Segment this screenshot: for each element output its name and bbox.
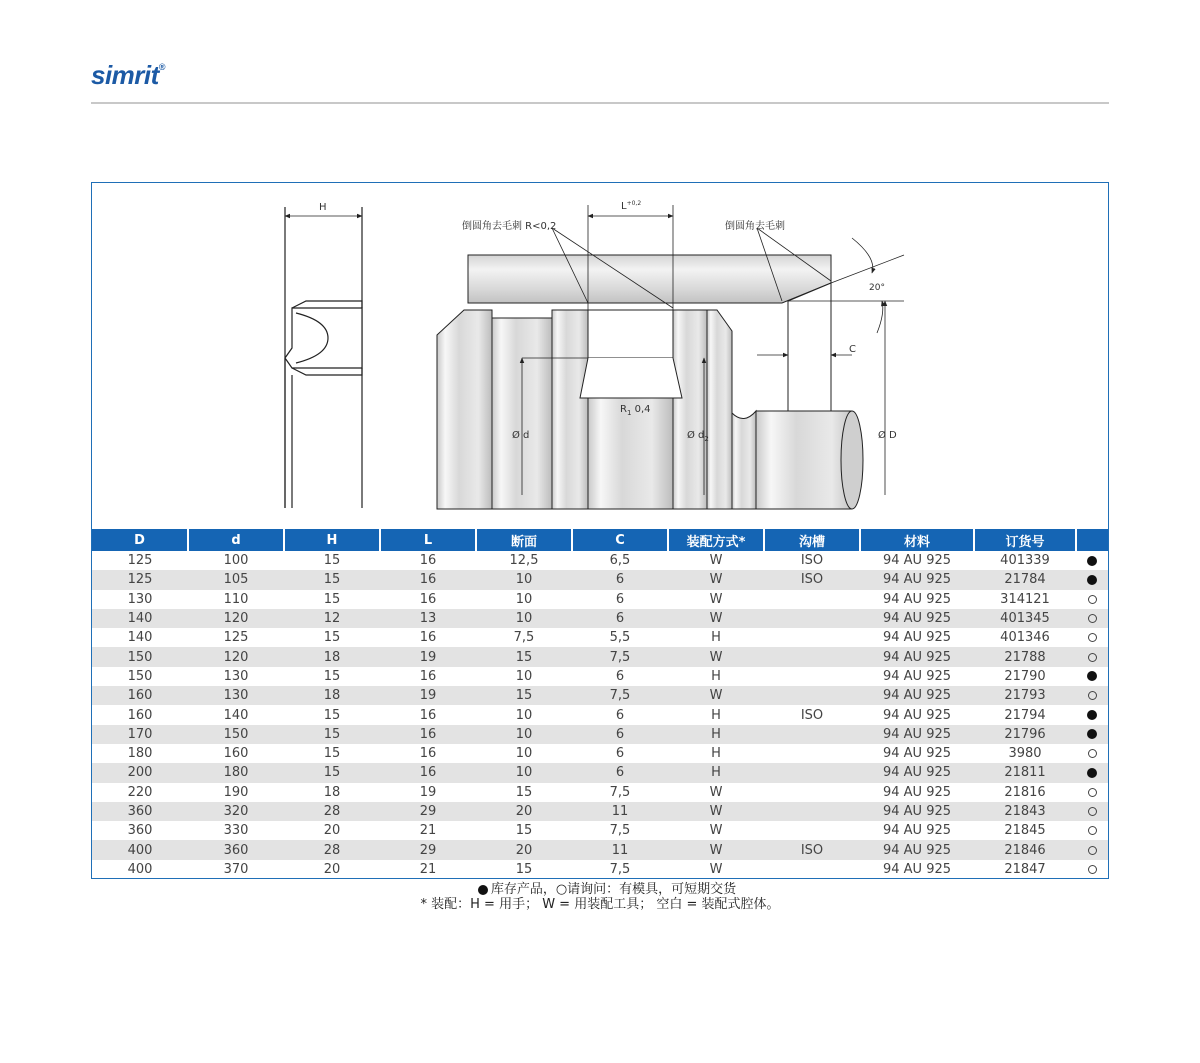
availability-cell	[1076, 763, 1108, 782]
on-request-circle-icon	[1088, 865, 1097, 874]
table-cell: W	[709, 591, 723, 607]
label-r1: $R_1$ 0,4	[620, 404, 651, 417]
table-cell: 11	[572, 840, 668, 859]
label-dia-d2: Ø $d_2$	[687, 430, 709, 443]
column-header: C	[572, 529, 668, 551]
table-cell: 15	[323, 553, 341, 569]
table-cell: 401345	[974, 609, 1076, 628]
table-cell: 15	[323, 707, 341, 723]
legend-notes	[0, 882, 1200, 912]
table-cell	[764, 725, 860, 744]
column-header: 沟槽	[764, 529, 860, 551]
table-cell: 400	[92, 840, 188, 859]
table-cell: 19	[380, 647, 476, 666]
table-row	[92, 783, 1108, 802]
table-cell: 6	[572, 725, 668, 744]
table-cell: 94 AU 925	[882, 746, 952, 762]
table-row	[92, 667, 1108, 686]
table-cell	[764, 744, 860, 763]
on-request-circle-icon	[1088, 826, 1097, 835]
column-header: D	[92, 529, 188, 551]
table-cell: 15	[515, 861, 533, 877]
table-cell: 21793	[974, 686, 1076, 705]
table-cell: 15	[284, 725, 380, 744]
on-request-circle-icon	[1088, 595, 1097, 604]
table-cell: 130	[127, 591, 153, 607]
table-row	[92, 840, 1108, 859]
table-cell: 94 AU 925	[860, 802, 974, 821]
table-cell: 360	[92, 802, 188, 821]
on-request-circle-icon	[1088, 691, 1097, 700]
table-cell: 125	[92, 570, 188, 589]
table-cell: 94 AU 925	[882, 668, 952, 684]
table-cell: 21843	[974, 802, 1076, 821]
table-cell: 360	[188, 840, 284, 859]
table-row	[92, 705, 1108, 724]
table-row	[92, 686, 1108, 705]
on-request-circle-icon	[1088, 749, 1097, 758]
table-cell: 150	[127, 668, 153, 684]
column-header: d	[188, 529, 284, 551]
table-cell: 10	[476, 725, 572, 744]
table-cell: 15	[476, 647, 572, 666]
table-cell: W	[668, 686, 764, 705]
table-cell: 180	[188, 763, 284, 782]
table-cell: 130	[188, 686, 284, 705]
table-cell: 220	[127, 784, 153, 800]
seal-technical-drawing	[92, 183, 1108, 529]
table-cell: 7,5	[609, 823, 631, 839]
table-cell: W	[709, 861, 723, 877]
table-cell: 94 AU 925	[882, 707, 952, 723]
table-cell: W	[668, 609, 764, 628]
table-cell: H	[711, 707, 721, 723]
table-cell: 16	[419, 630, 437, 646]
table-cell: 140	[92, 609, 188, 628]
table-cell: W	[668, 647, 764, 666]
table-cell: 150	[188, 725, 284, 744]
table-cell: 28	[284, 802, 380, 821]
table-cell: 94 AU 925	[860, 840, 974, 859]
table-cell: 330	[223, 823, 249, 839]
table-cell: 6	[615, 668, 625, 684]
table-cell: 10	[515, 591, 533, 607]
table-cell	[764, 628, 860, 647]
label-c: C	[849, 344, 856, 355]
table-cell: 18	[323, 784, 341, 800]
table-cell: 94 AU 925	[860, 686, 974, 705]
table-cell: 20	[323, 823, 341, 839]
table-cell: H	[668, 763, 764, 782]
table-cell: 160	[92, 686, 188, 705]
column-header: 断面	[476, 529, 572, 551]
table-cell: 21788	[974, 647, 1076, 666]
table-cell: 94 AU 925	[860, 763, 974, 782]
table-cell	[764, 802, 860, 821]
table-cell: 18	[284, 647, 380, 666]
table-cell: 7,5	[572, 647, 668, 666]
availability-cell	[1076, 686, 1108, 705]
table-cell: 21796	[974, 725, 1076, 744]
table-cell: 16	[419, 553, 437, 569]
table-cell: H	[711, 630, 721, 646]
table-cell: 18	[284, 686, 380, 705]
availability-cell	[1076, 590, 1108, 609]
table-cell: 6	[572, 609, 668, 628]
availability-cell	[1076, 609, 1108, 628]
label-dia-big-d: Ø D	[878, 430, 897, 441]
in-stock-dot-icon	[1087, 710, 1097, 720]
legend-line-1: 库存产品，○请询问：有模具，可短期交货	[490, 882, 737, 897]
table-cell	[764, 686, 860, 705]
table-cell: W	[668, 840, 764, 859]
simrit-logo: simrit®	[91, 60, 165, 90]
column-header: L	[380, 529, 476, 551]
table-cell: 150	[92, 647, 188, 666]
table-cell: 16	[419, 668, 437, 684]
label-h: H	[319, 202, 327, 213]
table-cell: 21816	[1004, 784, 1046, 800]
availability-cell	[1076, 783, 1108, 802]
table-cell: 16	[419, 746, 437, 762]
table-cell: 6	[572, 570, 668, 589]
table-row	[92, 647, 1108, 666]
table-cell: 5,5	[609, 630, 631, 646]
on-request-circle-icon	[1088, 633, 1097, 642]
table-cell: 16	[380, 570, 476, 589]
table-cell: 3980	[1008, 746, 1042, 762]
table-cell: 10	[476, 763, 572, 782]
product-table	[92, 529, 1108, 879]
table-cell: 13	[380, 609, 476, 628]
table-cell: 11	[572, 802, 668, 821]
table-cell: 15	[323, 591, 341, 607]
table-cell: 100	[223, 553, 249, 569]
availability-cell	[1076, 725, 1108, 744]
column-header	[1076, 529, 1108, 551]
table-cell: 110	[223, 591, 249, 607]
table-cell: 10	[476, 609, 572, 628]
table-cell: 7,5	[609, 784, 631, 800]
table-row	[92, 802, 1108, 821]
table-cell	[764, 763, 860, 782]
table-row	[92, 570, 1108, 589]
table-cell: 180	[127, 746, 153, 762]
table-cell: 170	[92, 725, 188, 744]
table-cell: 130	[223, 668, 249, 684]
table-cell: ISO	[764, 570, 860, 589]
table-cell: 21	[419, 861, 437, 877]
table-cell: 160	[127, 707, 153, 723]
table-cell: 140	[223, 707, 249, 723]
table-cell: 20	[476, 802, 572, 821]
availability-cell	[1076, 551, 1108, 570]
table-cell: 28	[284, 840, 380, 859]
table-cell: 19	[419, 784, 437, 800]
table-cell: 10	[515, 746, 533, 762]
header-divider	[91, 102, 1109, 104]
table-cell	[764, 667, 860, 686]
table-cell: 94 AU 925	[882, 861, 952, 877]
availability-cell	[1076, 840, 1108, 859]
table-row	[92, 821, 1108, 840]
table-cell	[764, 590, 860, 609]
note-right-chamfer: 倒圆角去毛刺	[725, 221, 785, 232]
table-header	[92, 529, 1108, 551]
table-cell: 6	[615, 591, 625, 607]
table-cell: 94 AU 925	[882, 823, 952, 839]
table-cell: 10	[515, 668, 533, 684]
table-cell: 94 AU 925	[860, 725, 974, 744]
table-row	[92, 725, 1108, 744]
table-cell: 29	[380, 802, 476, 821]
table-cell: 20	[323, 861, 341, 877]
table-cell	[764, 609, 860, 628]
table-cell: 21794	[1004, 707, 1046, 723]
on-request-circle-icon	[1088, 807, 1097, 816]
table-row	[92, 551, 1108, 570]
availability-cell	[1076, 667, 1108, 686]
table-cell: 21811	[974, 763, 1076, 782]
table-cell: 7,5	[609, 861, 631, 877]
availability-cell	[1076, 802, 1108, 821]
table-cell: 21845	[1004, 823, 1046, 839]
seal-profile	[285, 207, 362, 508]
table-cell: 21847	[1004, 861, 1046, 877]
table-cell: 94 AU 925	[860, 609, 974, 628]
table-row	[92, 609, 1108, 628]
table-cell: 21846	[974, 840, 1076, 859]
table-row	[92, 628, 1108, 647]
table-cell: 12	[284, 609, 380, 628]
table-cell: 6	[572, 763, 668, 782]
label-dia-d: Ø d	[512, 430, 530, 441]
table-cell: 15	[515, 784, 533, 800]
table-cell: 15	[284, 763, 380, 782]
table-cell: W	[709, 553, 723, 569]
table-cell: H	[711, 746, 721, 762]
table-cell	[764, 821, 860, 840]
table-cell: 314121	[1000, 591, 1050, 607]
note-left-chamfer: 倒圆角去毛刺 R<0,2	[462, 221, 557, 232]
table-cell: 7,5	[572, 686, 668, 705]
table-cell: 15	[323, 746, 341, 762]
table-cell: 105	[188, 570, 284, 589]
table-cell: 7,5	[513, 630, 535, 646]
table-cell: H	[711, 668, 721, 684]
in-stock-dot-icon	[1087, 729, 1097, 739]
table-cell: 15	[323, 630, 341, 646]
table-cell: 94 AU 925	[882, 591, 952, 607]
availability-cell	[1076, 705, 1108, 724]
table-cell: 15	[323, 668, 341, 684]
label-l: $L^{+0,2}$	[621, 200, 642, 212]
label-angle: 20°	[869, 283, 885, 293]
column-header: 材料	[860, 529, 974, 551]
table-cell: 21784	[974, 570, 1076, 589]
table-cell: 15	[515, 823, 533, 839]
table-cell: 20	[476, 840, 572, 859]
availability-cell	[1076, 647, 1108, 666]
table-cell: 10	[476, 570, 572, 589]
table-cell: 16	[380, 725, 476, 744]
table-cell: 6	[615, 707, 625, 723]
table-cell	[764, 783, 860, 802]
availability-cell	[1076, 860, 1108, 879]
table-cell: 19	[380, 686, 476, 705]
on-request-circle-icon	[1088, 653, 1097, 662]
table-cell: 6,5	[609, 553, 631, 569]
table-cell: 21	[419, 823, 437, 839]
availability-cell	[1076, 570, 1108, 589]
table-cell: 12,5	[509, 553, 539, 569]
table-cell: 200	[92, 763, 188, 782]
table-cell: 94 AU 925	[882, 784, 952, 800]
table-cell	[764, 647, 860, 666]
column-header: H	[284, 529, 380, 551]
table-cell	[764, 860, 860, 879]
table-cell: 320	[188, 802, 284, 821]
column-header: 装配方式*	[668, 529, 764, 551]
table-cell: 16	[419, 707, 437, 723]
table-cell: 15	[476, 686, 572, 705]
table-cell: 400	[127, 861, 153, 877]
table-cell: 401339	[1000, 553, 1050, 569]
table-row	[92, 860, 1108, 879]
table-cell: W	[709, 823, 723, 839]
table-cell: ISO	[764, 840, 860, 859]
table-cell: ISO	[800, 707, 824, 723]
legend-line-2: * 装配：H = 用手； W = 用装配工具； 空白 = 装配式腔体。	[420, 897, 780, 912]
table-cell: 360	[127, 823, 153, 839]
table-cell: 94 AU 925	[882, 630, 952, 646]
column-header: 订货号	[974, 529, 1076, 551]
table-cell: H	[668, 725, 764, 744]
table-cell: 29	[380, 840, 476, 859]
table-cell: 120	[188, 647, 284, 666]
availability-cell	[1076, 744, 1108, 763]
stock-dot-icon	[478, 885, 488, 895]
table-cell: W	[709, 784, 723, 800]
table-cell: ISO	[800, 553, 824, 569]
table-cell: 401346	[1000, 630, 1050, 646]
table-cell: 190	[223, 784, 249, 800]
table-cell: 16	[380, 763, 476, 782]
table-cell: 15	[284, 570, 380, 589]
in-stock-dot-icon	[1087, 768, 1097, 778]
table-cell: 94 AU 925	[860, 570, 974, 589]
table-cell: 125	[127, 553, 153, 569]
table-cell: 140	[127, 630, 153, 646]
table-cell: 94 AU 925	[860, 647, 974, 666]
table-cell: 6	[615, 746, 625, 762]
on-request-circle-icon	[1088, 846, 1097, 855]
table-row	[92, 763, 1108, 782]
table-cell: W	[668, 802, 764, 821]
table-cell: 120	[188, 609, 284, 628]
table-cell: 94 AU 925	[882, 553, 952, 569]
in-stock-dot-icon	[1087, 575, 1097, 585]
table-row	[92, 744, 1108, 763]
table-cell: 10	[515, 707, 533, 723]
product-panel	[91, 182, 1109, 879]
availability-cell	[1076, 821, 1108, 840]
table-row	[92, 590, 1108, 609]
in-stock-dot-icon	[1087, 671, 1097, 681]
table-cell: 370	[223, 861, 249, 877]
table-cell: 160	[223, 746, 249, 762]
on-request-circle-icon	[1088, 614, 1097, 623]
table-cell: 21790	[1004, 668, 1046, 684]
on-request-circle-icon	[1088, 788, 1097, 797]
availability-cell	[1076, 628, 1108, 647]
table-cell: 16	[419, 591, 437, 607]
table-cell: W	[668, 570, 764, 589]
in-stock-dot-icon	[1087, 556, 1097, 566]
table-cell: 125	[223, 630, 249, 646]
